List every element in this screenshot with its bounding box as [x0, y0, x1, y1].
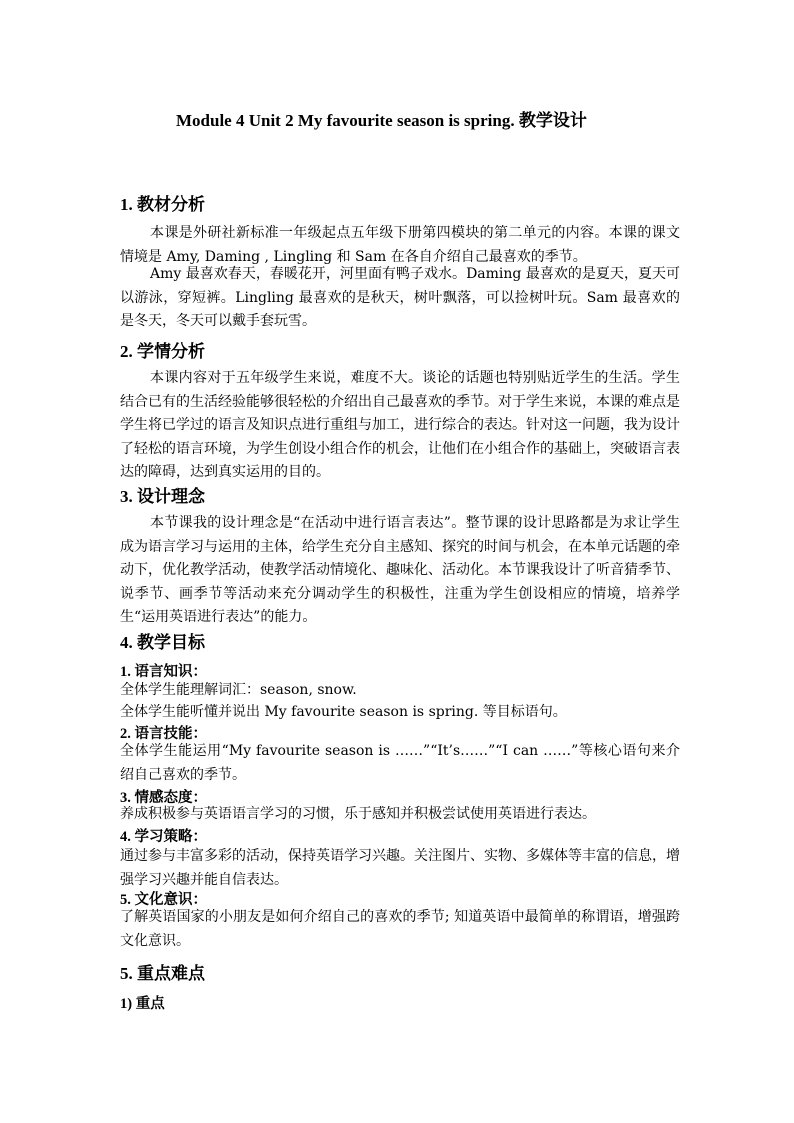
objective-label-emotional-attitude: 3. 情感态度： [120, 790, 207, 806]
section-heading-design-concept: 3. 设计理念 [120, 487, 205, 506]
section-heading-learner-analysis: 2. 学情分析 [120, 342, 205, 361]
section-heading-key-difficult-points: 5. 重点难点 [120, 964, 205, 983]
objective-label-cultural-awareness: 5. 文化意识： [120, 892, 207, 908]
objective-line: 通过参与丰富多彩的活动，保持英语学习兴趣。关注图片、实物、多媒体等丰富的信息，增强学习兴趣并能自信表达。 [120, 848, 680, 888]
section-heading-teaching-objectives: 4. 教学目标 [120, 633, 205, 652]
objective-line: 全体学生能理解词汇：season, snow. [120, 682, 357, 698]
key-points-subheading: 1) 重点 [120, 996, 165, 1012]
section-1-paragraph-1: 本课是外研社新标准一年级起点五年级下册第四模块的第二单元的内容。本课的课文情境是 Amy, Daming , Lingling 和 Sam 在各自介绍自己最喜欢的季节。 [120, 225, 680, 265]
section-heading-textbook-analysis: 1. 教材分析 [120, 195, 205, 214]
section-2-paragraph-1: 本课内容对于五年级学生来说，难度不大。谈论的话题也特别贴近学生的生活。学生结合已有的生活经验能够很轻松的介绍出自己最喜欢的季节。对于学生来说，本课的难点是学生将已学过的语言及知识点进行重组与加工，进行综合的表达。针对这一问题，我为设计了轻松的语言环境，为学生创设小组合作的机会，让他们在小组合作的基础上，突破语言表达的障碍，达到真实运用的目的。 [120, 370, 680, 480]
section-1-paragraph-2: Amy 最喜欢春天，春暖花开，河里面有鸭子戏水。Daming 最喜欢的是夏天，夏天可以游泳，穿短裤。Lingling 最喜欢的是秋天，树叶飘落，可以捡树叶玩。Sam 最喜欢的是冬天，冬天可以戴手套玩雪。 [120, 266, 680, 329]
objective-line: 养成积极参与英语语言学习的习惯，乐于感知并积极尝试使用英语进行表达。 [120, 806, 596, 822]
objective-label-language-knowledge: 1. 语言知识： [120, 664, 207, 680]
objective-label-learning-strategies: 4. 学习策略： [120, 829, 207, 845]
objective-line: 了解英语国家的小朋友是如何介绍自己的喜欢的季节; 知道英语中最简单的称谓语，增强跨文化意识。 [120, 909, 680, 949]
objective-line: 全体学生能运用“My favourite season is ……”“It’s……”“I can ……”等核心语句来介绍自己喜欢的季节。 [120, 743, 680, 783]
section-3-paragraph-1: 本节课我的设计理念是“在活动中进行语言表达”。整节课的设计思路都是为求让学生成为语言学习与运用的主体，给学生充分自主感知、探究的时间与机会，在本单元话题的牵动下，优化教学活动，使教学活动情境化、趣味化、活动化。本节课我设计了听音猜季节、说季节、画季节等活动来充分调动学生的积极性，注重为学生创设相应的情境，培养学生“运用英语进行表达”的能力。 [120, 515, 680, 625]
objective-line: 全体学生能听懂并说出 My favourite season is spring. 等目标语句。 [120, 704, 567, 720]
document-title: Module 4 Unit 2 My favourite season is spring. 教学设计 [176, 111, 587, 130]
objective-label-language-skills: 2. 语言技能： [120, 726, 207, 742]
